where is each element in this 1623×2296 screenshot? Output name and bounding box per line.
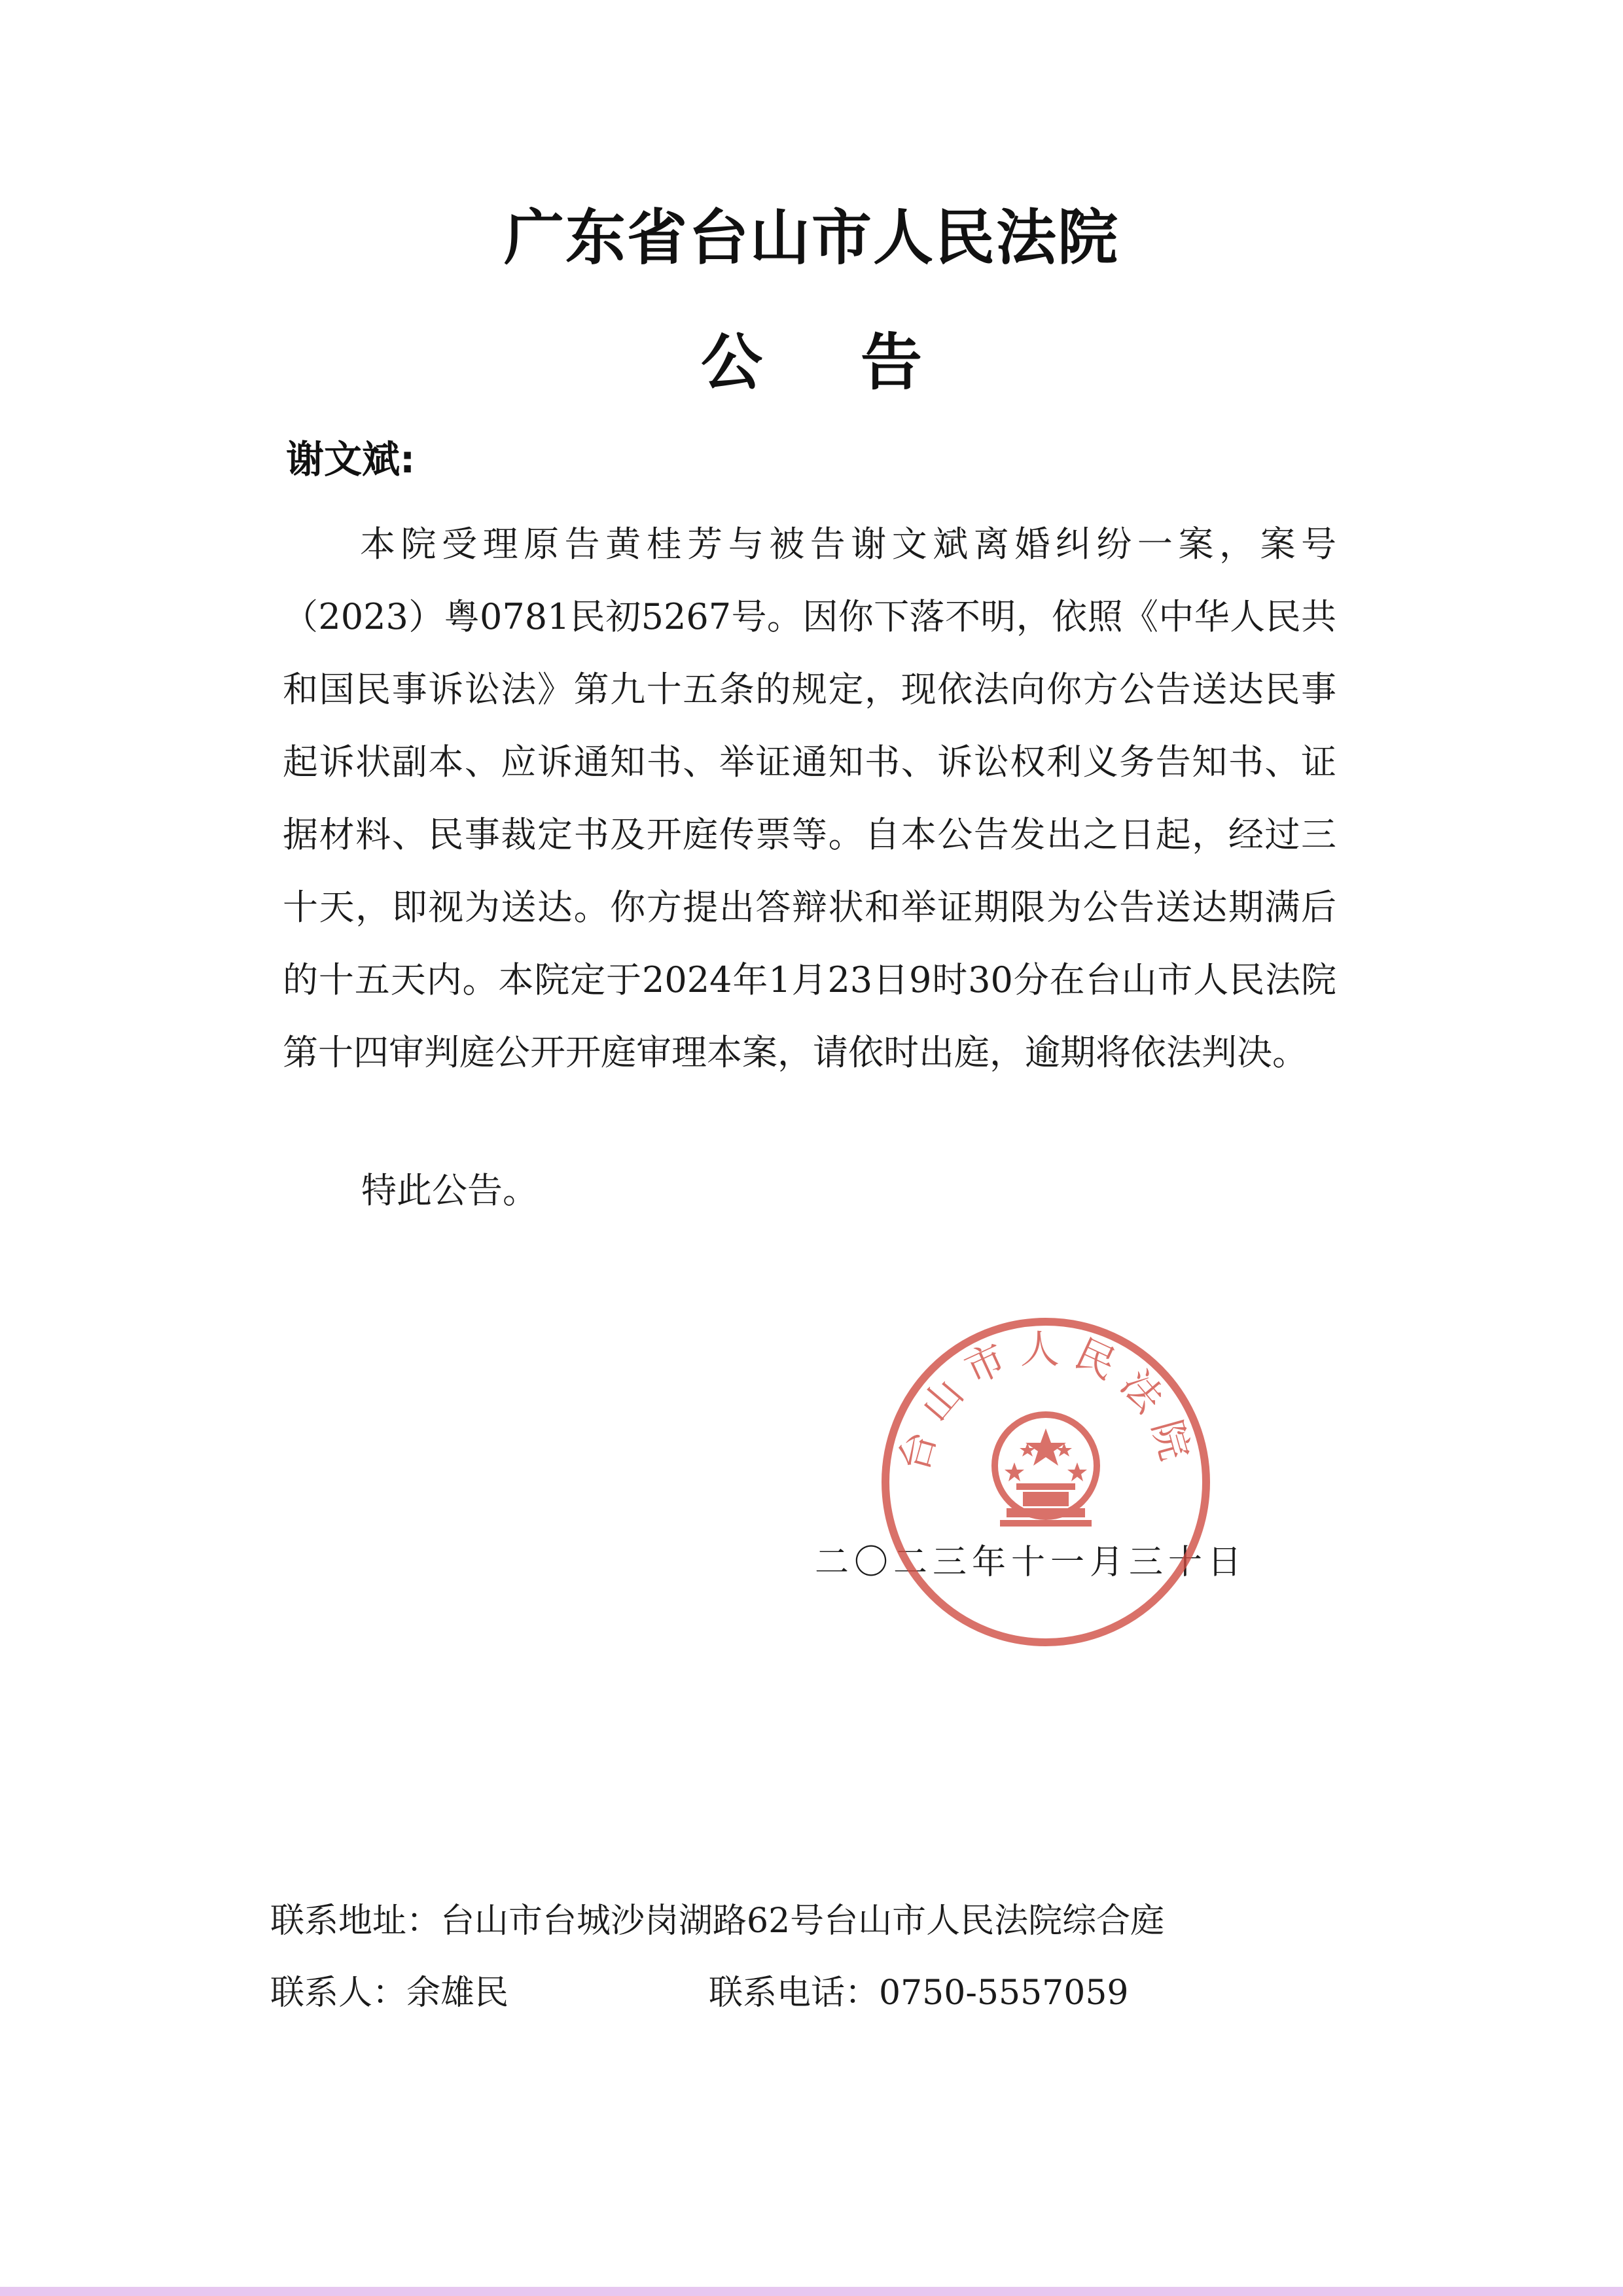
- scan-edge-divider: [0, 2287, 1623, 2296]
- contact-address: 联系地址：台山市台城沙岗湖路62号台山市人民法院综合庭: [270, 1901, 1165, 1941]
- closing-line: 特此公告。: [361, 1170, 538, 1211]
- contact-phone: 联系电话：0750-5557059: [709, 1973, 1129, 2013]
- court-seal-icon: [876, 1312, 1216, 1652]
- notice-title: 公告: [700, 327, 1020, 398]
- addressee: 谢文斌:: [286, 437, 416, 482]
- notice-body-paragraph: 本院受理原告黄桂芳与被告谢文斌离婚纠纷一案，案号（2023）粤0781民初5267号。因你下落不明，依照《中华人民共和国民事诉讼法》第九十五条的规定，现依法向你方公告送达民事起诉状副本、应诉通知书、举证通知书、诉讼权利义务告知书、证据材料、民事裁定书及开庭传票等。自本公告发出之日起，经过三十天，即视为送达。你方提出答辩状和举证期限为公告送达期满后的十五天内。本院定于2024年1月23日9时30分在台山市人民法院第十四审判庭公开开庭审理本案，请依时出庭，逾期将依法判决。: [283, 523, 1336, 1073]
- court-name-title: 广东省台山市人民法院: [503, 203, 1119, 273]
- contact-person: 联系人：余雄民: [270, 1973, 509, 2013]
- svg-text:台山市人民法院: 台山市人民法院: [891, 1327, 1201, 1477]
- issue-date: 二〇二三年十一月三十日: [815, 1543, 1247, 1582]
